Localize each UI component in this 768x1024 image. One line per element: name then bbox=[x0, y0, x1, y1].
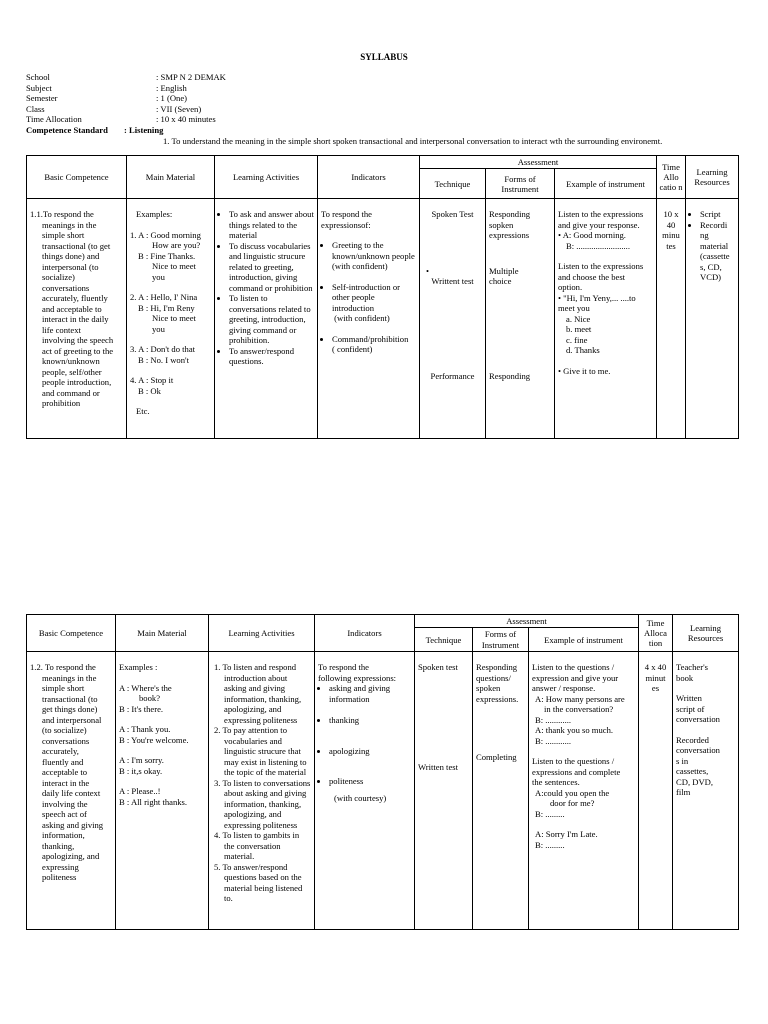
t1-main-material-cell bbox=[127, 199, 215, 439]
list-item: • To ask and answer about things related to the material bbox=[229, 209, 314, 240]
header-basic-competence: Basic Competence bbox=[27, 615, 116, 652]
t2-basic-competence-cell bbox=[27, 652, 116, 930]
header-forms-of-instrument: Forms of Instrument bbox=[486, 169, 555, 199]
syllabus-info bbox=[26, 72, 746, 146]
class-label: Class bbox=[26, 103, 45, 114]
t2-technique-2: Written test bbox=[418, 761, 458, 772]
time-allocation-label: Time Allocation bbox=[26, 114, 82, 125]
t2-learning-activities bbox=[212, 662, 311, 903]
header-example-of-instrument: Example of instrument bbox=[555, 169, 657, 199]
t1-technique-3: Performance bbox=[430, 370, 475, 381]
t1-forms-cell: Responding sopken expressions Multiple choice Responding bbox=[486, 199, 555, 439]
school-label: School bbox=[26, 72, 50, 82]
t1-technique-cell: Spoken Test • Writtent test Performance bbox=[420, 199, 486, 439]
page-title: SYLLABUS bbox=[360, 52, 408, 62]
t2-technique-cell bbox=[415, 652, 473, 930]
header-learning-activities: Learning Activities bbox=[215, 156, 318, 199]
list-item: 3. To listen to conversations about asking and giving information, thanking, apologizing, and expressing politeness bbox=[214, 777, 311, 830]
time-allocation-value: : 10 x 40 minutes bbox=[156, 114, 216, 125]
header-indicators: Indicators bbox=[315, 615, 415, 652]
syllabus-table-1 bbox=[26, 155, 739, 439]
subject-value: : English bbox=[156, 82, 187, 93]
t1-resources bbox=[689, 209, 735, 282]
syllabus-table-2 bbox=[26, 614, 739, 930]
t1-indicators-cell: To respond the expressionsof: • Greeting to the known/unknown people (with confident) • Self-introduction or other people introduction (with confident) • Command/prohibition ( confident) bbox=[318, 199, 420, 439]
header-learning-resources: Learning Resources bbox=[673, 615, 739, 652]
list-item: • To discuss vocabularies and linguistic strucure related to greeting, introduction, giving command or prohibition bbox=[229, 241, 314, 293]
list-item: • To answer/respond questions. bbox=[229, 346, 314, 367]
t2-main-material-cell bbox=[116, 652, 209, 930]
header-main-material: Main Material bbox=[116, 615, 209, 652]
header-indicators: Indicators bbox=[318, 156, 420, 199]
header-assessment: Assessment bbox=[420, 156, 657, 169]
list-item: 4. To listen to gambits in the conversation material. bbox=[214, 830, 300, 862]
t2-time-cell: 4 x 40 minut es bbox=[639, 652, 673, 930]
t2-indicators-cell: To respond the following expressions: • asking and giving information • thanking • apologizing • politeness (with courtesy) bbox=[315, 652, 415, 930]
header-technique: Technique bbox=[415, 628, 473, 652]
list-item: • Recordi ng material (cassette s, CD, VCD) bbox=[700, 220, 735, 283]
header-example-of-instrument: Example of instrument bbox=[529, 628, 639, 652]
header-learning-activities: Learning Activities bbox=[209, 615, 315, 652]
t1-learning-activities bbox=[218, 209, 314, 366]
competence-objective: 1. To understand the meaning in the simple short spoken transactional and interpersonal conversation to interact wth the surrounding environemt. bbox=[163, 135, 663, 146]
t1-main-material: Examples: 1. A : Good morning How are you? B : Fine Thanks. Nice to meet you 2. A : Hello, I' Nina B : Hi, I'm Reny Nice to meet you 3. A : Don't do that B : No. I won't 4. A : Stop it B : Ok Etc. bbox=[130, 209, 201, 417]
header-time-allocation: Time Allo catio n bbox=[657, 156, 686, 199]
semester-label: Semester bbox=[26, 93, 58, 104]
header-technique: Technique bbox=[420, 169, 486, 199]
t1-basic-competence: 1.1.To respond the meanings in the simple short transactional (to get things done) and interpersonal (to socialize) conversations accurately, fluently and acceptable to interact in the daily life context involving the speech act of greeting to the known/unknown people, self/other people introduction, and command or prohibition bbox=[30, 209, 114, 409]
t2-technique-1: Spoken test bbox=[418, 662, 458, 673]
header-main-material: Main Material bbox=[127, 156, 215, 199]
t2-learning-activities-cell bbox=[209, 652, 315, 930]
header-assessment: Assessment bbox=[415, 615, 639, 628]
header-basic-competence: Basic Competence bbox=[27, 156, 127, 199]
t1-resources-cell bbox=[686, 199, 739, 439]
list-item: • politeness bbox=[329, 776, 411, 786]
t2-example-cell: Listen to the questions / expression and give your answer / response. A: How many persons are in the conversation? B: ............ A: thank you so much. B: ............ Listen to the questions / expressions and complete the sentences. A:could you open the door for me? B: ......... A: Sorry I'm Late. B: ......... bbox=[529, 652, 639, 930]
t2-indicators bbox=[318, 683, 411, 786]
list-item: • thanking bbox=[329, 715, 411, 725]
t1-learning-activities-cell bbox=[215, 199, 318, 439]
header-learning-resources: Learning Resources bbox=[686, 156, 739, 199]
class-value: : VII (Seven) bbox=[156, 103, 202, 114]
list-item: • Script bbox=[700, 209, 735, 219]
list-item: 1. To listen and respond introduction about asking and giving information, thanking, apologizing, and expressing politeness bbox=[214, 662, 302, 725]
school-value: : SMP N 2 DEMAK bbox=[156, 72, 226, 82]
t1-example-cell: Listen to the expressions and give your response. • A: Good morning. B: ......................... Listen to the expressions and choose the best option. • "Hi, I'm Yeny,... ....to meet you a. Nice b. meet c. fine d. Thanks • Give it to me. bbox=[555, 199, 657, 439]
list-item: • Command/prohibition ( confident) bbox=[332, 334, 416, 355]
t2-basic-competence: 1.2. To respond the meanings in the simple short transactional (to get things done) and interpersonal (to socialize) conversations accurately, fluently and acceptable to interact in the daily life context involving the speech act of asking and giving information, thanking, apologizing, and expressing politeness bbox=[30, 662, 104, 883]
subject-label: Subject bbox=[26, 82, 52, 93]
list-item: • Greeting to the known/unknown people (with confident) bbox=[332, 240, 416, 271]
list-item: • To listen to conversations related to greeting, introduction, giving command or prohibition. bbox=[229, 293, 314, 345]
t1-indicators bbox=[321, 240, 416, 354]
t1-time-cell: 10 x 40 minu tes bbox=[657, 199, 686, 439]
t2-forms-cell: Responding questions/ spoken expressions. Completing bbox=[473, 652, 529, 930]
list-item: 5. To answer/respond questions based on the material being listened to. bbox=[214, 861, 303, 904]
list-item: • Self-introduction or other people introduction (with confident) bbox=[332, 282, 416, 324]
t2-main-material: Examples : A : Where's the book? B : It's there. A : Thank you. B : You're welcome. A : I'm sorry. B : it,s okay. A : Please..! B : All right thanks. bbox=[119, 662, 189, 807]
t1-basic-competence-cell bbox=[27, 199, 127, 439]
competence-standard-value: : Listening bbox=[124, 124, 164, 135]
list-item: • apologizing bbox=[329, 746, 411, 756]
header-time-allocation: Time Alloca tion bbox=[639, 615, 673, 652]
header-forms-of-instrument: Forms of Instrument bbox=[473, 628, 529, 652]
t1-technique-1: Spoken Test bbox=[431, 209, 474, 220]
t1-technique-2: Writtent test bbox=[431, 276, 474, 287]
t2-resources-cell: Teacher's book Written script of conversation Recorded conversation s in cassettes, CD, DVD, film bbox=[673, 652, 739, 930]
list-item: • asking and giving information bbox=[329, 683, 411, 704]
list-item: 2. To pay attention to vocabularies and linguistic strucure that may exist in listening to the topic of the material bbox=[214, 725, 307, 778]
competence-standard-label: Competence Standard bbox=[26, 124, 108, 135]
semester-value: : 1 (One) bbox=[156, 93, 188, 104]
